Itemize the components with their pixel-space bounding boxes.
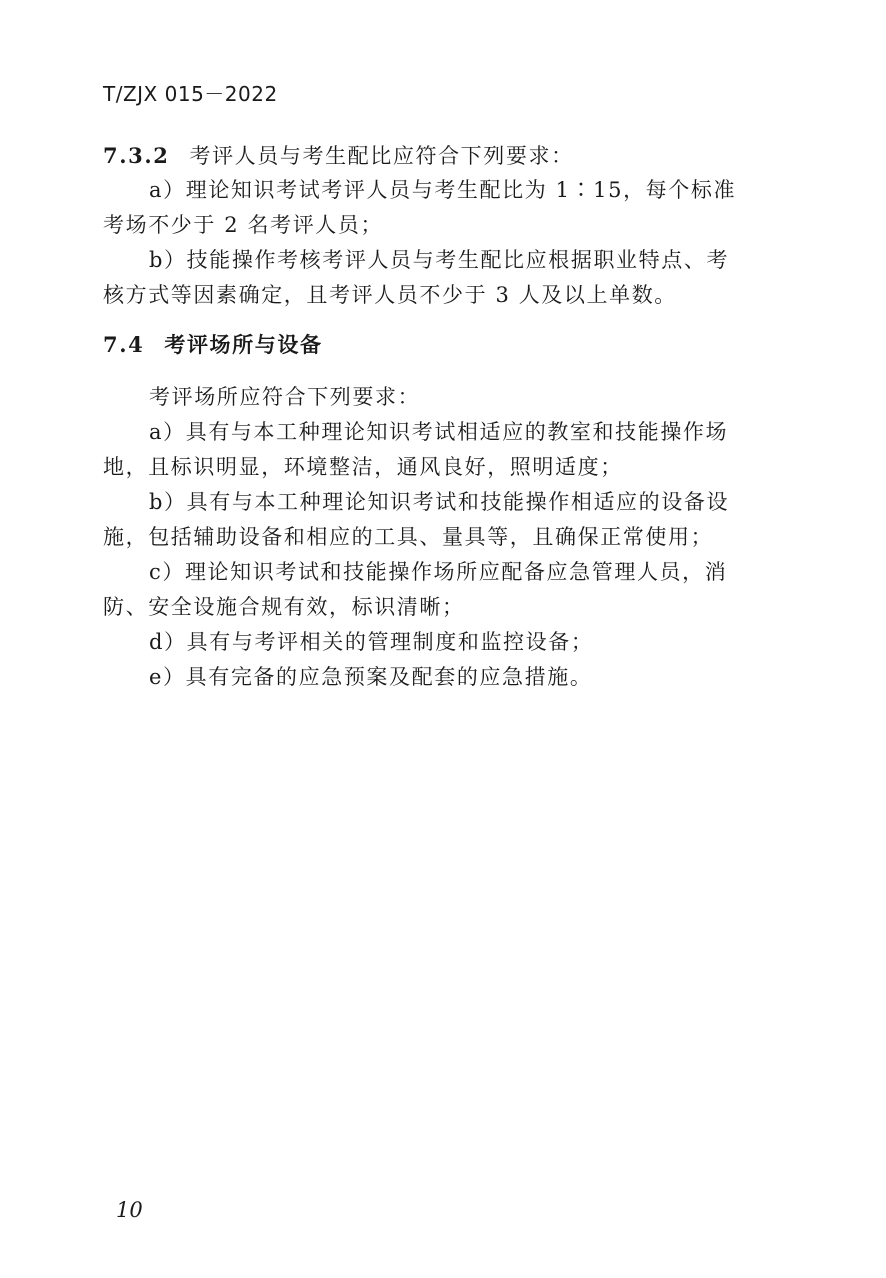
clause-number: 7.4 (103, 332, 145, 357)
clause-7-3-2-item-b-line1: b）技能操作考核考评人员与考生配比应根据职业特点、考 (149, 248, 730, 272)
document-header-id: T/ZJX 015－2022 (103, 82, 278, 106)
clause-7-3-2-item-a-line2: 考场不少于 2 名考评人员； (103, 213, 384, 237)
clause-7-4-item-e: e）具有完备的应急预案及配套的应急措施。 (149, 665, 593, 689)
clause-7-4-intro: 考评场所应符合下列要求： (149, 385, 421, 409)
clause-7-4-item-a-line1: a）具有与本工种理论知识考试相适应的教室和技能操作场 (149, 420, 729, 444)
clause-7-4-item-a-line2: 地，且标识明显，环境整洁，通风良好，照明适度； (103, 455, 623, 479)
clause-7-4-item-d: d）具有与考评相关的管理制度和监控设备； (149, 630, 594, 654)
clause-7-4-item-b-line1: b）具有与本工种理论知识考试和技能操作相适应的设备设 (149, 490, 730, 514)
document-body (103, 138, 755, 695)
clause-7-3-2-item-b-line2: 核方式等因素确定，且考评人员不少于 3 人及以上单数。 (103, 283, 677, 307)
page-number: 10 (116, 1198, 143, 1222)
clause-intro: 考评人员与考生配比应符合下列要求： (189, 144, 574, 168)
clause-7-3-2-heading (103, 138, 755, 173)
clause-7-4-item-c-line1: c）理论知识考试和技能操作场所应配备应急管理人员，消 (149, 560, 728, 584)
clause-7-4-item-c-line2: 防、安全设施合规有效，标识清晰； (103, 595, 465, 619)
clause-title: 考评场所与设备 (164, 332, 323, 357)
clause-7-3-2-item-a-line1: a）理论知识考试考评人员与考生配比为 1∶15，每个标准 (149, 178, 737, 202)
clause-7-4-heading (103, 327, 755, 362)
clause-number: 7.3.2 (103, 143, 170, 168)
clause-7-4-item-b-line2: 施，包括辅助设备和相应的工具、量具等，且确保正常使用； (103, 525, 714, 549)
